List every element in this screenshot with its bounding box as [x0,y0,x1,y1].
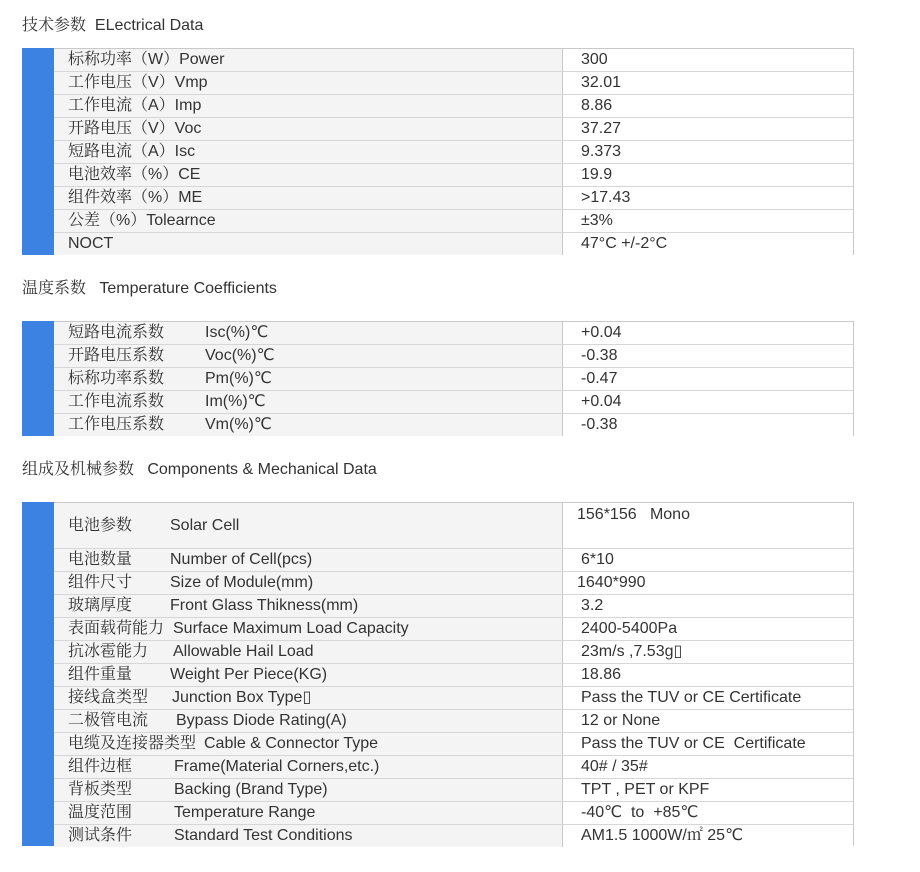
row-label-en: Cable & Connector Type [204,735,379,752]
row-label-cn: 开路电压系数 [68,347,165,364]
row-value: TPT , PET or KPF [581,781,710,798]
row-label-cn: 表面载荷能力 [68,620,165,637]
row-label-en: Frame(Material Corners,etc.) [174,758,380,775]
row-label: 电池效率（%）CE [68,166,201,183]
row-value: 23m/s ,7.53g▯ [581,643,683,660]
row-label-cn: 抗冰雹能力 [68,643,149,660]
row-label-cn: 电池数量 [68,551,133,568]
table-row [54,118,853,141]
table-row [54,164,853,187]
table-row [54,72,853,95]
row-label: 工作电流（A）Imp [68,97,202,114]
row-label-en: Surface Maximum Load Capacity [173,620,409,637]
row-value: 1640*990 [577,574,646,591]
mechanical-accent-bar [22,502,54,846]
row-value: 37.27 [581,120,622,137]
table-row [54,779,853,802]
table-row [54,233,853,255]
table-row [54,141,853,164]
row-value: 19.9 [581,166,613,183]
table-row [54,503,853,549]
row-label-en: Allowable Hail Load [173,643,314,660]
row-label-cn: 标称功率系数 [68,370,165,387]
row-label-cn: 二极管电流 [68,712,149,729]
row-label-cn: 组件边框 [68,758,133,775]
row-label-cn: 组件重量 [68,666,133,683]
electrical-section-title: 技术参数 ELectrical Data [22,17,204,34]
row-label-en: Front Glass Thikness(mm) [170,597,359,614]
row-value: AM1.5 1000W/㎡ 25℃ [581,827,744,844]
table-row [54,414,853,436]
row-value: +0.04 [581,324,622,341]
table-row [54,802,853,825]
row-label-en: Number of Cell(pcs) [170,551,313,568]
mechanical-section-title: 组成及机械参数 Components & Mechanical Data [22,461,377,478]
row-value: Pass the TUV or CE Certificate [581,689,802,706]
row-label-en: Standard Test Conditions [174,827,353,844]
row-value: 12 or None [581,712,661,729]
row-label: 短路电流（A）Isc [68,143,196,160]
electrical-accent-bar [22,48,54,255]
table-row [54,664,853,687]
table-row [54,710,853,733]
table-row [54,687,853,710]
table-row [54,825,853,847]
row-value: 6*10 [581,551,614,568]
row-value: 40# / 35# [581,758,648,775]
row-value: >17.43 [581,189,631,206]
row-label-en: Bypass Diode Rating(A) [176,712,347,729]
temperature-rows [54,321,854,436]
electrical-table [22,48,854,255]
row-label-cn: 接线盒类型 [68,689,149,706]
row-label-cn: 电池参数 [68,517,133,534]
row-value: 32.01 [581,74,622,91]
temperature-accent-bar [22,321,54,436]
electrical-rows [54,48,854,255]
row-value: -0.38 [581,347,618,364]
table-row [54,368,853,391]
row-label-en: Backing (Brand Type) [174,781,328,798]
row-value: +0.04 [581,393,622,410]
row-value: -0.38 [581,416,618,433]
table-row [54,733,853,756]
row-value: 156*156 Mono [577,506,690,523]
row-label-en: Isc(%)℃ [205,324,269,341]
table-row [54,641,853,664]
row-label-cn: 温度范围 [68,804,133,821]
table-row [54,595,853,618]
row-label-en: Junction Box Type▯ [172,689,312,706]
row-label-en: Voc(%)℃ [205,347,275,364]
table-row [54,187,853,210]
row-label-cn: 背板类型 [68,781,133,798]
temperature-section-title: 温度系数 Temperature Coefficients [22,280,277,297]
row-label: 工作电压（V）Vmp [68,74,208,91]
row-value: 3.2 [581,597,604,614]
row-value: ±3% [581,212,613,229]
row-label-en: Temperature Range [174,804,316,821]
row-label-cn: 电缆及连接器类型 [68,735,197,752]
row-value: Pass the TUV or CE Certificate [581,735,806,752]
table-row [54,756,853,779]
row-value: -0.47 [581,370,618,387]
table-row [54,322,853,345]
row-label-cn: 工作电流系数 [68,393,165,410]
row-value: 9.373 [581,143,622,160]
row-value: 2400-5400Pa [581,620,678,637]
row-value: 47°C +/-2°C [581,235,668,252]
table-row [54,345,853,368]
row-label-en: Solar Cell [170,517,240,534]
table-row [54,210,853,233]
row-value: -40℃ to +85℃ [581,804,699,821]
row-label: 组件效率（%）ME [68,189,203,206]
row-label-en: Pm(%)℃ [205,370,272,387]
table-row [54,49,853,72]
temperature-table [22,321,854,436]
table-row [54,549,853,572]
row-value: 18.86 [581,666,622,683]
row-label: 开路电压（V）Voc [68,120,202,137]
row-value: 8.86 [581,97,613,114]
row-label: 公差（%）Tolearnce [68,212,216,229]
row-label: 标称功率（W）Power [68,51,225,68]
table-row [54,572,853,595]
row-value: 300 [581,51,608,68]
row-label: NOCT [68,235,114,252]
row-label-cn: 测试条件 [68,827,133,844]
table-row [54,95,853,118]
table-row [54,391,853,414]
row-label-en: Vm(%)℃ [205,416,272,433]
row-label-cn: 短路电流系数 [68,324,165,341]
mechanical-table [22,502,854,846]
row-label-en: Weight Per Piece(KG) [170,666,328,683]
row-label-cn: 组件尺寸 [68,574,133,591]
row-label-en: Size of Module(mm) [170,574,314,591]
mechanical-rows [54,502,854,846]
table-row [54,618,853,641]
row-label-cn: 玻璃厚度 [68,597,133,614]
row-label-en: Im(%)℃ [205,393,266,410]
row-label-cn: 工作电压系数 [68,416,165,433]
